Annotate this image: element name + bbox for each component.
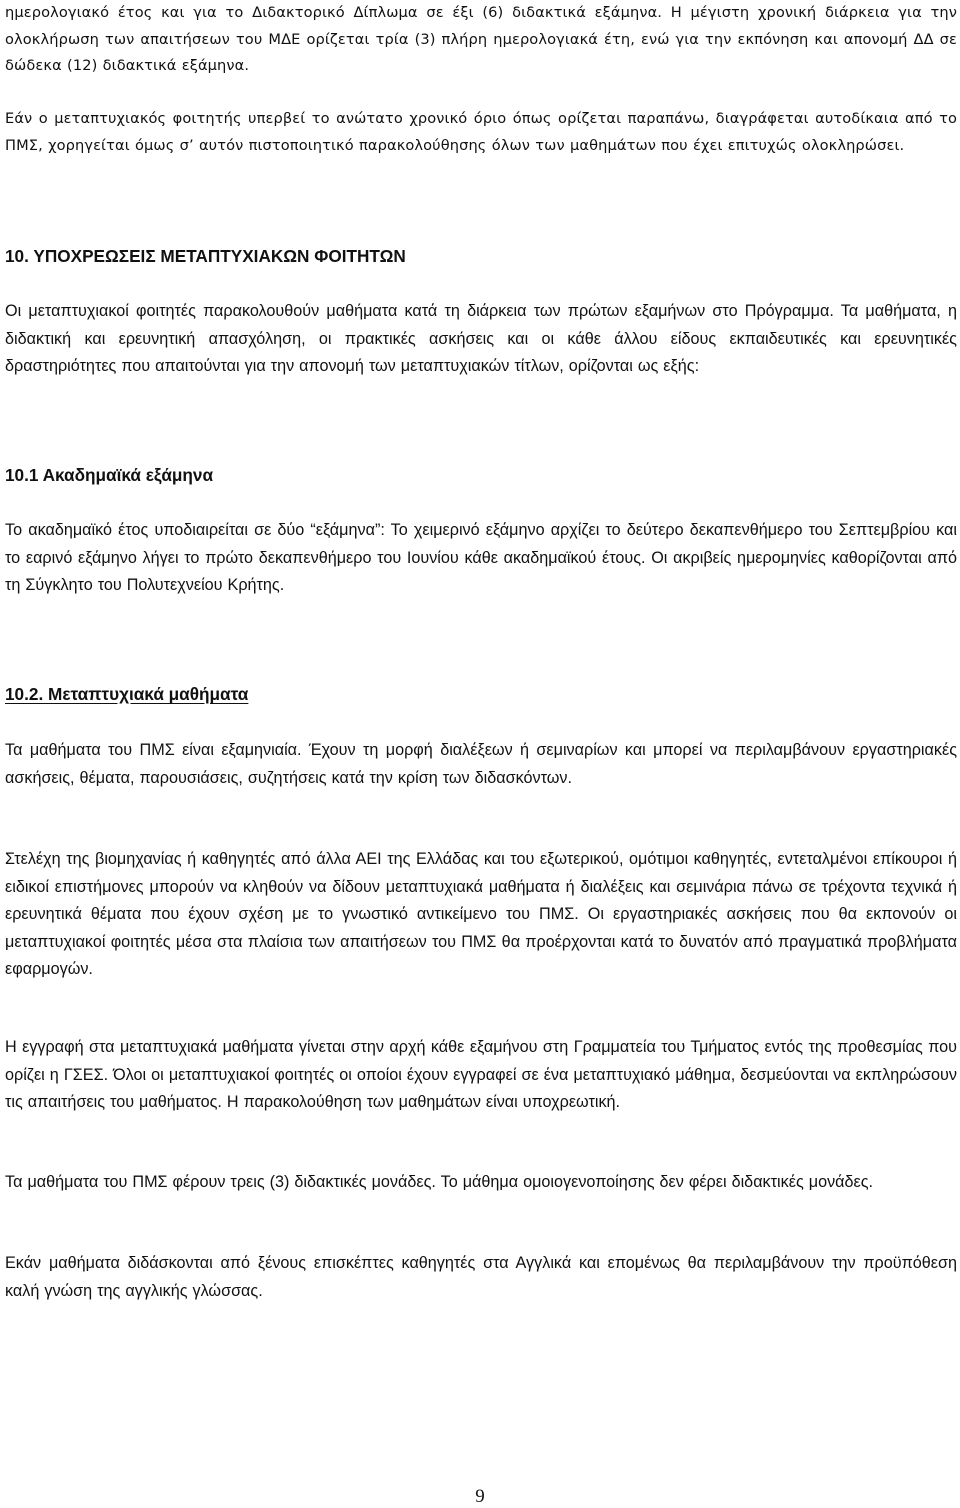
paragraph-obligations: Οι μεταπτυχιακοί φοιτητές παρακολουθούν μαθήματα κατά τη διάρκεια των πρώτων εξαμήνων στο Πρόγραμμα. Τα μαθήματα, η διδακτική και ερευνητική απασχόληση, οι πρακτικές ασκήσεις και οι κάθε άλλου είδους εκπαιδευτικές και ερευνητικές δραστηριότητες που απαιτούνται για την απονομή των μεταπτυχιακών τίτλων, ορίζονται ως εξής: xyxy=(5,302,957,375)
paragraph-credits: Τα μαθήματα του ΠΜΣ φέρουν τρεις (3) διδακτικές μονάδες. Το μάθημα ομοιογενοποίησης δεν φέρει διδακτικές μονάδες. xyxy=(5,1173,874,1191)
paragraph-guest-teaching: Στελέχη της βιομηχανίας ή καθηγητές από άλλα ΑΕΙ της Ελλάδας και του εξωτερικού, ομότιμοι καθηγητές, εντεταλμένοι επίκουροι ή ειδικοί επιστήμονες μπορούν να κληθούν να δίδουν μεταπτυχιακά μαθήματα ή διαλέξεις και σεμινάρια πάνω σε τρέχοντα τεχνικά ή ερευνητικά θέματα που έχουν σχέση με το γνωστικό αντικείμενο του ΠΜΣ. Οι εργαστηριακές ασκήσεις που θα εκπονούν οι μεταπτυχιακοί φοιτητές μέσα στα πλαίσια των απαιτήσεων του ΠΜΣ θα προέρχονται κατά το δυνατόν από πραγματικά προβλήματα εφαρμογών. xyxy=(5,850,957,978)
section-heading-10-2: 10.2. Μεταπτυχιακά μαθήματα xyxy=(5,684,249,704)
paragraph-duration: ημερολογιακό έτος και για το Διδακτορικό Δίπλωμα σε έξι (6) διδακτικά εξάμηνα. Η μέγιστη χρονική διάρκεια για την ολοκλήρωση των απαιτήσεων του ΜΔΕ ορίζεται τρία (3) πλήρη ημερολογιακά έτη, ενώ για την εκπόνηση και απονομή ΔΔ σε δώδεκα (12) διδακτικά εξάμηνα. xyxy=(5,4,957,74)
section-heading-10-1: 10.1 Ακαδημαϊκά εξάμηνα xyxy=(5,465,214,485)
paragraph-english-courses: Εκάν μαθήματα διδάσκονται από ξένους επισκέπτες καθηγητές στα Αγγλικά και επομένως θα περιλαμβάνουν την προϋπόθεση καλή γνώση της αγγλικής γλώσσας. xyxy=(5,1254,957,1300)
paragraph-semesters: Το ακαδημαϊκό έτος υποδιαιρείται σε δύο “εξάμηνα”: Το χειμερινό εξάμηνο αρχίζει το δεύτερο δεκαπενθήμερο του Σεπτεμβρίου και το εαρινό εξάμηνο λήγει το πρώτο δεκαπενθήμερο του Ιουνίου κάθε ακαδημαϊκού έτους. Οι ακριβείς ημερομηνίες καθορίζονται από τη Σύγκλητο του Πολυτεχνείου Κρήτης. xyxy=(5,521,957,594)
paragraph-courses-format: Τα μαθήματα του ΠΜΣ είναι εξαμηνιαία. Έχουν τη μορφή διαλέξεων ή σεμιναρίων και μπορεί να περιλαμβάνουν εργαστηριακές ασκήσεις, θέματα, παρουσιάσεις, συζητήσεις κατά την κρίση των διδασκόντων. xyxy=(5,741,957,787)
paragraph-registration: Η εγγραφή στα μεταπτυχιακά μαθήματα γίνεται στην αρχή κάθε εξαμήνου στη Γραμματεία του Τμήματος εντός της προθεσμίας που ορίζει η ΓΣΕΣ. Όλοι οι μεταπτυχιακοί φοιτητές οι οποίοι έχουν εγγραφεί σε ένα μεταπτυχιακό μάθημα, δεσμεύονται να εκπληρώσουν τις απαιτήσεις του μαθήματος. Η παρακολούθηση των μαθημάτων είναι υποχρεωτική. xyxy=(5,1038,957,1111)
page-number: 9 xyxy=(475,1486,485,1507)
paragraph-deletion: Εάν ο μεταπτυχιακός φοιτητής υπερβεί το ανώτατο χρονικό όριο όπως ορίζεται παραπάνω, διαγράφεται αυτοδίκαια από το ΠΜΣ, χορηγείται όμως σ’ αυτόν πιστοποιητικό παρακολούθησης όλων των μαθημάτων που έχει επιτυχώς ολοκληρώσει. xyxy=(5,110,957,154)
section-heading-10: 10. ΥΠΟΧΡΕΩΣΕΙΣ ΜΕΤΑΠΤΥΧΙΑΚΩΝ ΦΟΙΤΗΤΩΝ xyxy=(5,246,406,266)
